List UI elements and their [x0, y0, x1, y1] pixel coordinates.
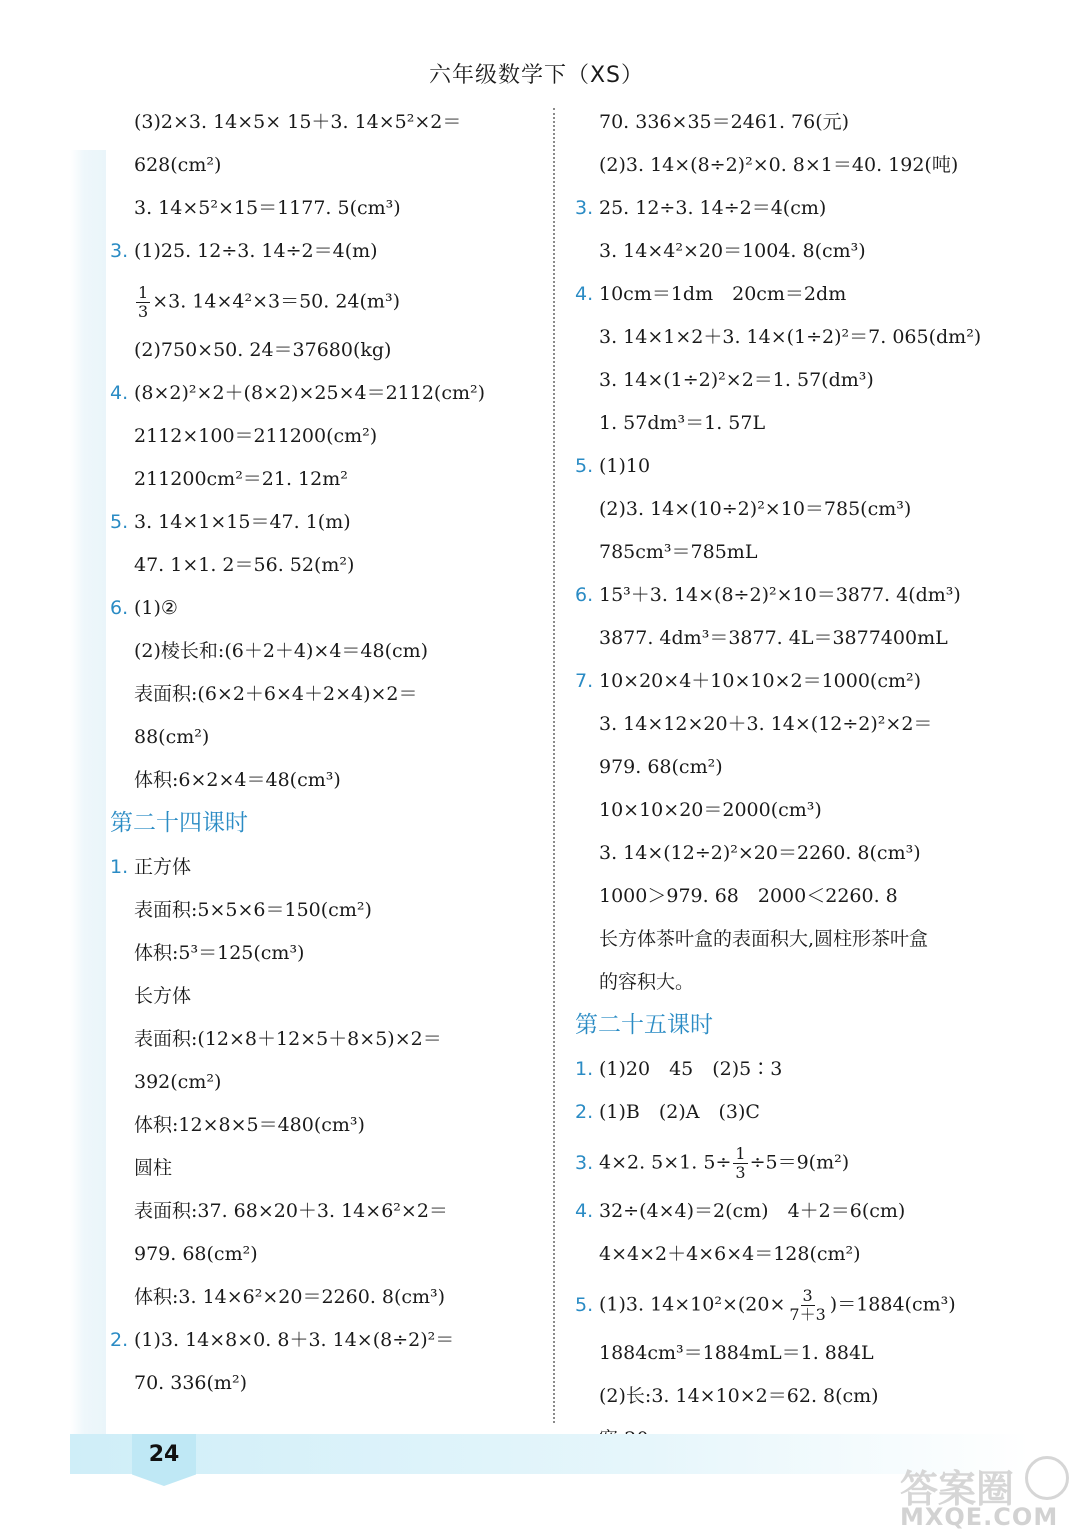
question-number: 5.	[575, 1293, 594, 1316]
answer-line	[110, 1244, 540, 1287]
answer-line	[110, 598, 540, 641]
answer-line	[110, 1287, 540, 1330]
answer-text: 表面积:(6×2＋6×4＋2×4)×2＝	[134, 683, 418, 705]
answer-text: 1000＞979. 68 2000＜2260. 8	[599, 885, 898, 907]
answer-line	[575, 1145, 1015, 1201]
question-number: 3.	[575, 1151, 594, 1174]
answer-line	[110, 857, 540, 900]
section-heading	[110, 810, 540, 857]
answer-text: (1)B (2)A (3)C	[599, 1101, 760, 1123]
answer-line	[110, 1072, 540, 1115]
question-number: 2.	[575, 1101, 594, 1123]
answer-line	[110, 986, 540, 1029]
answer-text: 32÷(4×4)＝2(cm) 4＋2＝6(cm)	[599, 1200, 906, 1222]
answer-line	[575, 327, 1015, 370]
answer-text: 3. 14×12×20＋3. 14×(12÷2)²×2＝	[599, 713, 933, 735]
answer-line	[110, 1373, 540, 1416]
answer-line	[110, 284, 540, 340]
fraction-numerator: 1	[735, 1144, 746, 1163]
answer-line	[575, 929, 1015, 972]
answer-line	[110, 512, 540, 555]
answer-text: (1)②	[134, 597, 178, 619]
section-title: 第二十四课时	[110, 810, 248, 836]
answer-line	[575, 671, 1015, 714]
answer-text: (1)25. 12÷3. 14÷2＝4(m)	[134, 240, 378, 262]
answer-line	[575, 1386, 1015, 1429]
answer-line	[110, 155, 540, 198]
fraction	[136, 284, 150, 321]
watermark-text: 答案圈	[900, 1467, 1015, 1511]
answer-line	[575, 112, 1015, 155]
answer-line	[575, 1102, 1015, 1145]
answer-text: 3. 14×(1÷2)²×2＝1. 57(dm³)	[599, 369, 874, 391]
answer-line	[575, 370, 1015, 413]
answer-text: 3. 14×5²×15＝1177. 5(cm³)	[134, 197, 401, 219]
answer-text: (3)2×3. 14×5× 15＋3. 14×5²×2＝	[134, 111, 462, 133]
answer-line	[575, 800, 1015, 843]
answer-text: 10×20×4＋10×10×2＝1000(cm²)	[599, 670, 922, 692]
footer-band	[70, 1434, 1030, 1474]
fraction-numerator: 1	[138, 283, 149, 302]
answer-text: (1)3. 14×8×0. 8＋3. 14×(8÷2)²＝	[134, 1329, 455, 1351]
question-number: 1.	[575, 1058, 594, 1080]
page-header: 六年级数学下（XS）	[428, 63, 645, 88]
question-number: 2.	[110, 1329, 129, 1351]
answer-line	[110, 770, 540, 813]
answer-text: (1)3. 14×10²×(20×	[599, 1293, 786, 1316]
answer-text: 10cm＝1dm 20cm＝2dm	[599, 283, 847, 305]
left-column	[110, 112, 540, 1416]
question-number: 4.	[575, 283, 594, 305]
answer-text: )＝1884(cm³)	[829, 1293, 956, 1316]
question-number: 6.	[575, 584, 594, 606]
answer-text: 2112×100＝211200(cm²)	[134, 425, 378, 447]
answer-text: 体积:5³＝125(cm³)	[134, 942, 305, 964]
question-number: 4.	[110, 382, 129, 404]
answer-text: 88(cm²)	[134, 726, 210, 748]
answer-text: 正方体	[134, 856, 192, 878]
answer-text: 3877. 4dm³＝3877. 4L＝3877400mL	[599, 627, 948, 649]
answer-text: ×3. 14×4²×3＝50. 24(m³)	[152, 290, 400, 313]
section-title: 第二十五课时	[575, 1012, 713, 1038]
answer-line	[575, 198, 1015, 241]
watermark-logo-icon	[1025, 1456, 1069, 1500]
answer-text: (2)3. 14×(8÷2)²×0. 8×1＝40. 192(吨)	[599, 154, 959, 176]
right-column	[575, 112, 1015, 1472]
answer-text: 25. 12÷3. 14÷2＝4(cm)	[599, 197, 827, 219]
fraction-numerator: 3	[802, 1286, 813, 1305]
answer-text: 3. 14×1×15＝47. 1(m)	[134, 511, 351, 533]
answer-text: 392(cm²)	[134, 1071, 222, 1093]
margin-band	[70, 150, 106, 1440]
answer-line	[575, 1059, 1015, 1102]
answer-text: 47. 1×1. 2＝56. 52(m²)	[134, 554, 355, 576]
answer-text: 785cm³＝785mL	[599, 541, 758, 563]
answer-line	[575, 886, 1015, 929]
answer-line	[575, 1287, 1015, 1343]
question-number: 6.	[110, 597, 129, 619]
answer-line	[110, 1330, 540, 1373]
question-number: 3.	[110, 240, 129, 262]
answer-text: 表面积:37. 68×20＋3. 14×6²×2＝	[134, 1200, 448, 1222]
answer-line	[575, 413, 1015, 456]
answer-line	[110, 727, 540, 770]
answer-line	[110, 112, 540, 155]
answer-text: ÷5＝9(m²)	[749, 1151, 850, 1174]
answer-line	[110, 943, 540, 986]
answer-text: (2)750×50. 24＝37680(kg)	[134, 339, 392, 361]
answer-line	[575, 456, 1015, 499]
answer-line	[575, 757, 1015, 800]
answer-text: 表面积:(12×8＋12×5＋8×5)×2＝	[134, 1028, 442, 1050]
answer-text: 3. 14×4²×20＝1004. 8(cm³)	[599, 240, 866, 262]
answer-line	[575, 628, 1015, 671]
answer-line	[575, 542, 1015, 585]
answer-text: 1884cm³＝1884mL＝1. 884L	[599, 1342, 874, 1364]
answer-text: (2)长:3. 14×10×2＝62. 8(cm)	[599, 1385, 879, 1407]
answer-line	[110, 340, 540, 383]
fraction-denominator: 7＋3	[789, 1305, 826, 1324]
answer-line	[110, 426, 540, 469]
answer-line	[110, 641, 540, 684]
answer-line	[110, 1158, 540, 1201]
answer-text: 的容积大。	[599, 971, 695, 993]
answer-line	[575, 155, 1015, 198]
answer-line	[110, 198, 540, 241]
answer-line	[110, 1029, 540, 1072]
answer-text: (1)10	[599, 455, 651, 477]
answer-line	[110, 684, 540, 727]
answer-line	[575, 284, 1015, 327]
question-number: 3.	[575, 197, 594, 219]
answer-text: 4×2. 5×1. 5÷	[599, 1151, 732, 1174]
answer-text: 圆柱	[134, 1157, 173, 1179]
answer-line	[575, 499, 1015, 542]
column-divider	[553, 108, 555, 1423]
answer-text: 3. 14×(12÷2)²×20＝2260. 8(cm³)	[599, 842, 921, 864]
answer-text: 4×4×2＋4×6×4＝128(cm²)	[599, 1243, 861, 1265]
answer-line	[575, 1244, 1015, 1287]
answer-text: 70. 336×35＝2461. 76(元)	[599, 111, 850, 133]
answer-line	[575, 585, 1015, 628]
answer-text: 体积:6×2×4＝48(cm³)	[134, 769, 341, 791]
answer-text: 979. 68(cm²)	[134, 1243, 258, 1265]
question-number: 4.	[575, 1200, 594, 1222]
answer-line	[110, 900, 540, 943]
answer-line	[575, 1343, 1015, 1386]
question-number: 5.	[575, 455, 594, 477]
answer-text: 表面积:5×5×6＝150(cm²)	[134, 899, 372, 921]
answer-text: (8×2)²×2＋(8×2)×25×4＝2112(cm²)	[134, 382, 486, 404]
question-number: 7.	[575, 670, 594, 692]
fraction-denominator: 3	[735, 1163, 746, 1182]
answer-line	[575, 972, 1015, 1015]
answer-text: 211200cm²＝21. 12m²	[134, 468, 348, 490]
answer-text: 长方体茶叶盒的表面积大,圆柱形茶叶盒	[599, 928, 929, 950]
answer-line	[110, 469, 540, 512]
question-number: 1.	[110, 856, 129, 878]
answer-text: 长方体	[134, 985, 192, 1007]
answer-text: (2)3. 14×(10÷2)²×10＝785(cm³)	[599, 498, 912, 520]
question-number: 5.	[110, 511, 129, 533]
answer-text: 979. 68(cm²)	[599, 756, 723, 778]
answer-line	[575, 241, 1015, 284]
fraction	[787, 1287, 827, 1324]
answer-text: (2)棱长和:(6＋2＋4)×4＝48(cm)	[134, 640, 429, 662]
answer-text: 体积:3. 14×6²×20＝2260. 8(cm³)	[134, 1286, 446, 1308]
answer-text: 3. 14×1×2＋3. 14×(1÷2)²＝7. 065(dm²)	[599, 326, 982, 348]
fraction	[733, 1145, 747, 1182]
answer-text: 70. 336(m²)	[134, 1372, 247, 1394]
fraction-denominator: 3	[138, 302, 149, 321]
answer-line	[110, 383, 540, 426]
page-number: 24	[148, 1442, 180, 1467]
answer-line	[110, 1115, 540, 1158]
answer-text: 1. 57dm³＝1. 57L	[599, 412, 766, 434]
answer-text: 15³＋3. 14×(8÷2)²×10＝3877. 4(dm³)	[599, 584, 961, 606]
answer-text: (1)20 45 (2)5∶3	[599, 1058, 783, 1080]
watermark-url: MXQE.COM	[900, 1503, 1059, 1531]
answer-line	[575, 1201, 1015, 1244]
answer-line	[110, 555, 540, 598]
answer-line	[575, 843, 1015, 886]
answer-text: 体积:12×8×5＝480(cm³)	[134, 1114, 365, 1136]
answer-line	[110, 1201, 540, 1244]
section-heading	[575, 1012, 1015, 1059]
answer-text: 10×10×20＝2000(cm³)	[599, 799, 822, 821]
answer-text: 628(cm²)	[134, 154, 222, 176]
answer-line	[110, 241, 540, 284]
answer-line	[575, 714, 1015, 757]
